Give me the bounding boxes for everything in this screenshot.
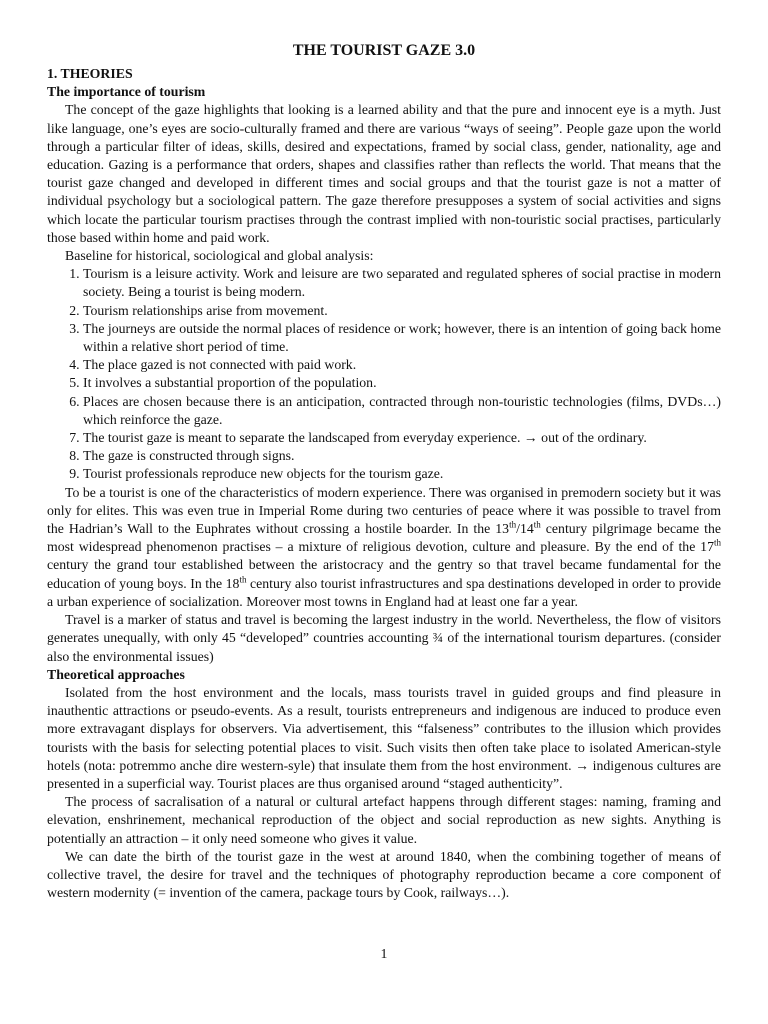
list-item: 9. Tourist professionals reproduce new objects for the tourism gaze. — [83, 465, 721, 483]
list-item: 3. The journeys are outside the normal places of residence or work; however, there is an intention of going back home within a relative short period of time. — [83, 320, 721, 356]
paragraph-sacralisation: The process of sacralisation of a natural or cultural artefact happens through different stages: naming, framing and elevation, enshrinement, mechanical reproduction of the object and social reproduction as new sights. Anything is potentially an attraction – it only need someone who gives it value. — [47, 794, 721, 846]
baseline-list — [47, 265, 721, 483]
list-item: 7. The tourist gaze is meant to separate the landscaped from everyday experience. → out of the ordinary. — [83, 429, 721, 447]
paragraph-modern-experience: To be a tourist is one of the characteristics of modern experience. There was organised in premodern society but it was only for elites. This was even true in Imperial Rome during two centuries of peace where it was possible to travel from the Hadrian’s Wall to the Euphrates without crossing a hostile boarder. In the 13th/14th century pilgrimage became the most widespread phenomenon practises – a mixture of religious devotion, culture and pleasure. By the end of the 17th century the grand tour established between the aristocracy and the gentry so that travel became fundamental for the education of young boys. In the 18th century also tourist infrastructures and spa destinations developed in order to provide a urban experience of socialization. Moreover most towns in England had at least one far a year. — [47, 484, 721, 609]
list-item: 8. The gaze is constructed through signs. — [83, 447, 721, 465]
page-title: THE TOURIST GAZE 3.0 — [292, 42, 476, 59]
subheading-theoretical-approaches: Theoretical approaches — [47, 666, 185, 682]
paragraph-baseline: Baseline for historical, sociological and global analysis: — [65, 248, 374, 264]
page-number: 1 — [380, 946, 388, 961]
paragraph-birth-of-gaze: We can date the birth of the tourist gaze in the west at around 1840, when the combining together of means of collective travel, the desire for travel and the techniques of photography reproduction became a core component of western modernity (= invention of the camera, package tours by Cook, railways…). — [47, 848, 721, 901]
list-item: 4. The place gazed is not connected with paid work. — [83, 356, 721, 374]
subheading-importance: The importance of tourism — [47, 84, 206, 100]
paragraph-mass-tourism: Isolated from the host environment and the locals, mass tourists travel in guided groups and find pleasure in inauthentic attractions or pseudo-events. As a result, tourists entrepreneurs and indigenous are induced to produce even more extravagant displays for observers. Via advertisement, this “falseness” contributes to the illusion which provides tourists with the basis for selecting potential places to visit. Such visits then often take place to isolated American-style hotels (nota: potremmo anche dire western-syle) that insulate them from the host environment. → indigenous cultures are presented in a superficial way. Tourist places are thus organised around “staged authenticity”. — [47, 684, 721, 791]
list-item: 6. Places are chosen because there is an anticipation, contracted through non-touristic technologies (films, DVDs…) which reinforce the gaze. — [83, 393, 721, 429]
list-item: 5. It involves a substantial proportion of the population. — [83, 374, 721, 392]
paragraph-travel-status: Travel is a marker of status and travel is becoming the largest industry in the world. Nevertheless, the flow of visitors generates unequally, with only 45 “developed” countries accounting ¾ of the international tourism departures. (consider also the environmental issues) — [47, 612, 721, 664]
list-item: 2. Tourism relationships arise from movement. — [83, 302, 721, 320]
list-item: 1. Tourism is a leisure activity. Work and leisure are two separated and regulated spheres of social practise in modern society. Being a tourist is being modern. — [83, 265, 721, 301]
section-heading-theories: 1. THEORIES — [47, 66, 133, 81]
paragraph-gaze-concept: The concept of the gaze highlights that looking is a learned ability and that the pure and innocent eye is a myth. Just like language, one’s eyes are socio-culturally framed and there are various “ways of seeing”. People gaze upon the world through a particular filter of ideas, skills, desired and expectations, framed by social class, gender, nationality, age and education. Gazing is a performance that orders, shapes and classifies rather than reflects the world. That means that the tourist gaze changed and developed in different times and social groups and that the tourist gaze is not a matter of individual psychology but a sociological pattern. The gaze therefore presupposes a system of social activities and signs which locate the particular tourism practises through the contrast implied with non-touristic social practises, particularly those based within home and paid work. — [47, 102, 721, 245]
